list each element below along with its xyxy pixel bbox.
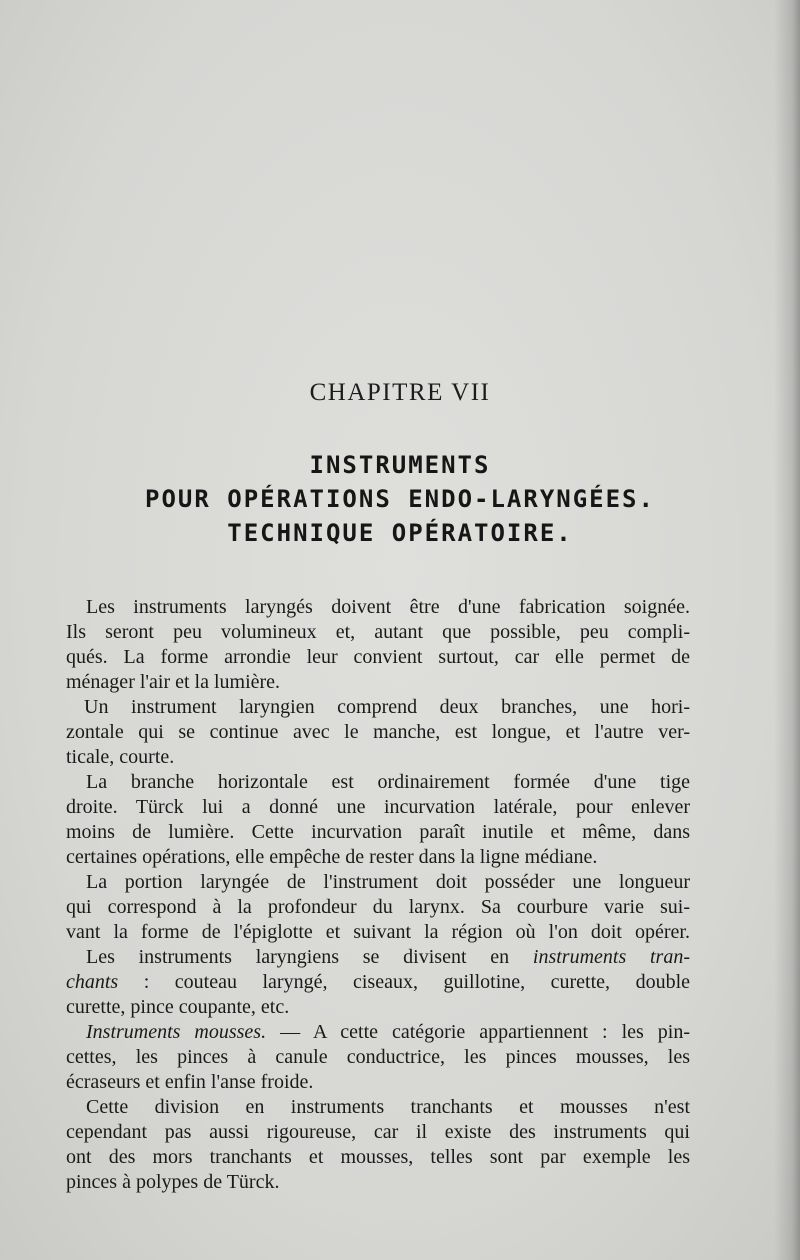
- text-line: curette, pince coupante, etc.: [66, 996, 290, 1018]
- text-line: La portion laryngée de l'instrument doit posséder une longueur: [86, 871, 690, 893]
- text-line: qués. La forme arrondie leur convient surtout, car elle permet de: [66, 646, 690, 668]
- text-run: Les instruments laryngiens se divisent en: [86, 946, 533, 968]
- title-line-3: TECHNIQUE OPÉRATOIRE.: [227, 519, 573, 547]
- text-line: ticale, courte.: [66, 746, 175, 768]
- text-line: [86, 1020, 690, 1045]
- text-line: vant la forme de l'épiglotte et suivant la région où l'on doit opérer.: [66, 921, 690, 943]
- text-line: [66, 970, 690, 995]
- title-line-1: INSTRUMENTS: [309, 451, 491, 479]
- text-line: Ils seront peu volumineux et, autant que possible, peu compli-: [66, 621, 690, 643]
- text-line: cependant pas aussi rigoureuse, car il existe des instruments qui: [66, 1121, 690, 1143]
- paragraph-1: [66, 595, 690, 695]
- italic-term: Instruments mousses.: [86, 1021, 267, 1043]
- title-line-2: POUR OPÉRATIONS ENDO-LARYNGÉES.: [145, 485, 655, 513]
- text-run: — A cette catégorie appartiennent : les pin-: [266, 1021, 690, 1043]
- text-line: cettes, les pinces à canule conductrice, les pinces mousses, les: [66, 1046, 690, 1068]
- italic-term: instruments tran-: [532, 946, 690, 968]
- text-line: Un instrument laryngien comprend deux branches, une hori-: [84, 696, 690, 718]
- text-line: [86, 945, 690, 970]
- text-line: moins de lumière. Cette incurvation paraît inutile et même, dans: [66, 821, 690, 843]
- text-line: droite. Türck lui a donné une incurvation latérale, pour enlever: [66, 796, 690, 818]
- text-line: Cette division en instruments tranchants et mousses n'est: [86, 1096, 690, 1118]
- body-text: [66, 595, 690, 1195]
- italic-term: chants: [66, 971, 119, 993]
- page-edge-shadow: [774, 0, 800, 1260]
- text-line: ménager l'air et la lumière.: [66, 671, 281, 693]
- text-line: Les instruments laryngés doivent être d'une fabrication soignée.: [86, 596, 690, 618]
- chapter-title: [0, 448, 800, 550]
- text-line: ont des mors tranchants et mousses, telles sont par exemple les: [66, 1146, 690, 1168]
- text-line: pinces à polypes de Türck.: [66, 1171, 280, 1193]
- text-line: écraseurs et enfin l'anse froide.: [66, 1071, 314, 1093]
- paragraph-2: [66, 695, 690, 770]
- paragraph-6: [66, 1020, 690, 1095]
- paragraph-5: [66, 945, 690, 1020]
- paragraph-4: [66, 870, 690, 945]
- text-run: : couteau laryngé, ciseaux, guillotine, curette, double: [118, 971, 690, 993]
- paragraph-3: [66, 770, 690, 870]
- chapter-label: CHAPITRE VII: [309, 379, 491, 406]
- paragraph-7: [66, 1095, 690, 1195]
- text-line: certaines opérations, elle empêche de rester dans la ligne médiane.: [66, 846, 598, 868]
- text-line: qui correspond à la profondeur du larynx. Sa courbure varie sui-: [66, 896, 690, 918]
- text-line: zontale qui se continue avec le manche, est longue, et l'autre ver-: [66, 721, 690, 743]
- text-line: La branche horizontale est ordinairement formée d'une tige: [86, 771, 690, 793]
